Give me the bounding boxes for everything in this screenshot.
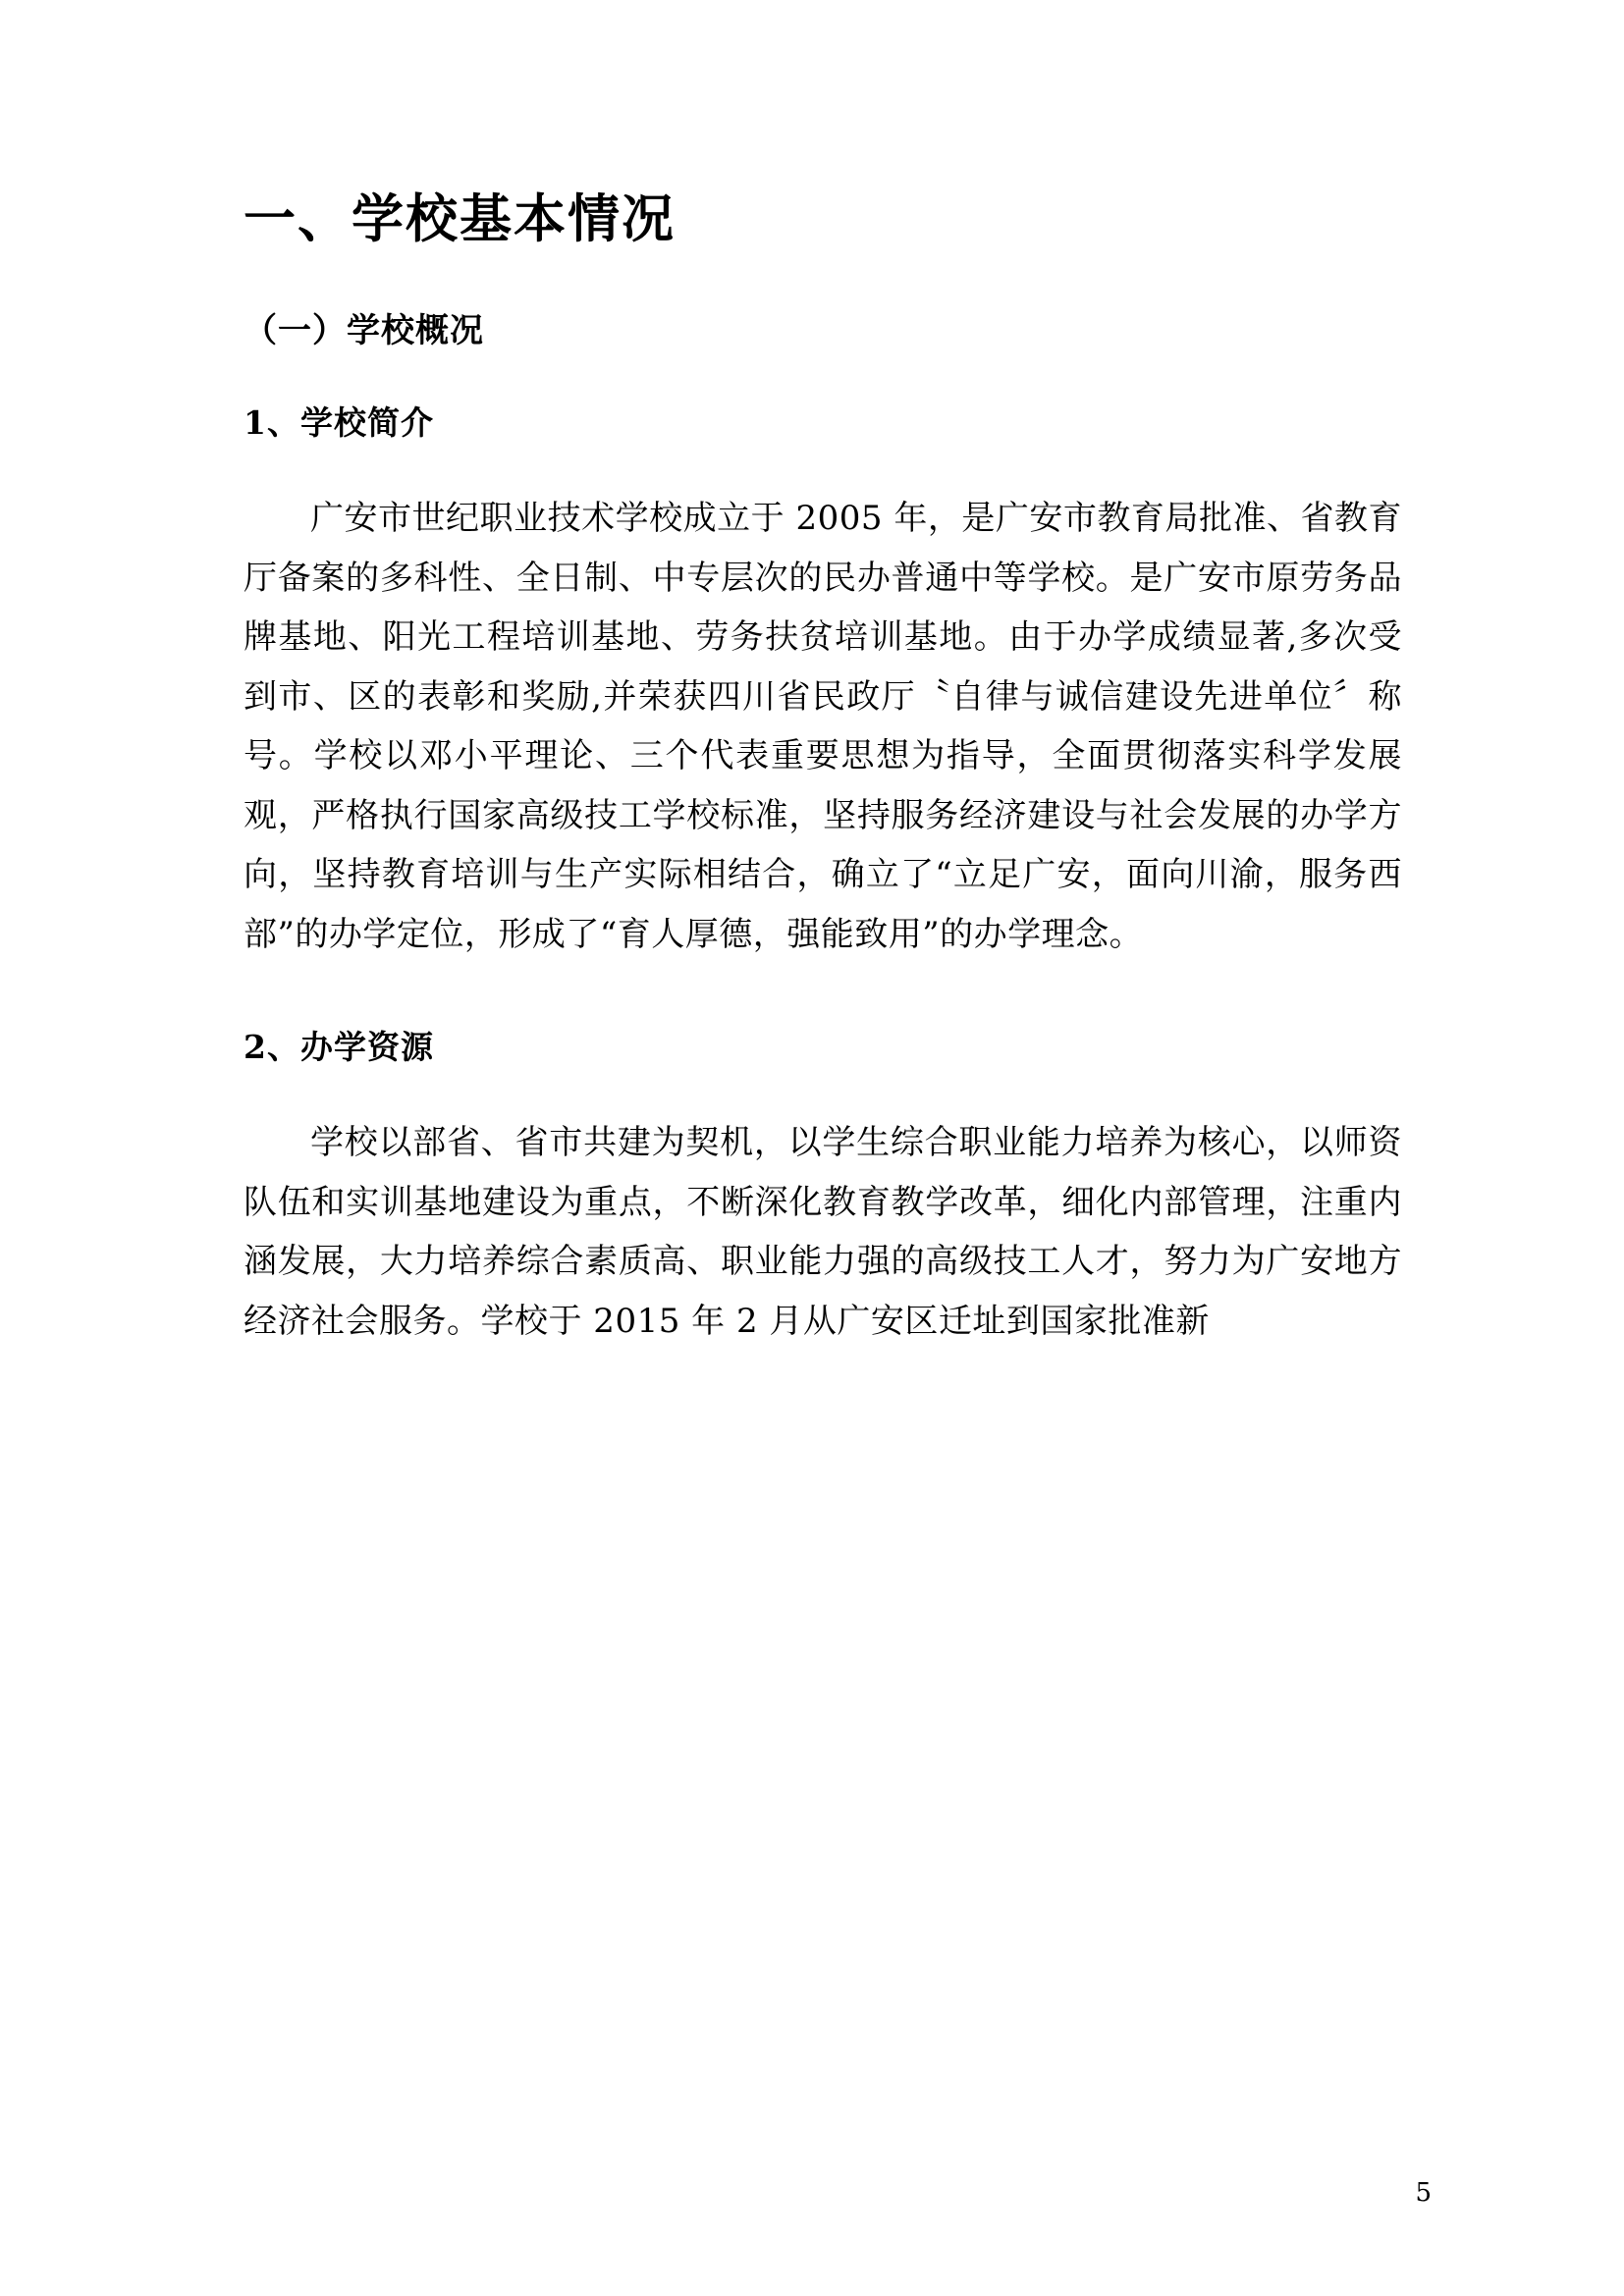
heading-school-resources: 2、办学资源 (244, 1028, 434, 1067)
page-content (244, 187, 1402, 1390)
page-number: 5 (1415, 2178, 1432, 2208)
heading-school-intro: 1、学校简介 (244, 402, 434, 442)
subsection-title: （一）学校概况 (244, 311, 484, 351)
paragraph-school-intro: 广安市世纪职业技术学校成立于 2005 年，是广安市教育局批准、省教育厅备案的多科性、全日制、中专层次的民办普通中等学校。是广安市原劳务品牌基地、阳光工程培训基地、劳务扶贫培训基地。由于办学成绩显著,多次受到市、区的表彰和奖励,并荣获四川省民政厅〝自律与诚信建设先进单位〞称号。学校以邓小平理论、三个代表重要思想为指导，全面贯彻落实科学发展观，严格执行国家高级技工学校标准，坚持服务经济建设与社会发展的办学方向，坚持教育培训与生产实际相结合，确立了“立足广安，面向川渝，服务西部”的办学定位，形成了“育人厚德，强能致用”的办学理念。 (244, 499, 1402, 954)
section-title: 一、学校基本情况 (244, 188, 676, 249)
paragraph-school-resources: 学校以部省、省市共建为契机，以学生综合职业能力培养为核心，以师资队伍和实训基地建设为重点，不断深化教育教学改革，细化内部管理，注重内涵发展，大力培养综合素质高、职业能力强的高级技工人才，努力为广安地方经济社会服务。学校于 2015 年 2 月从广安区迁址到国家批准新 (244, 1123, 1402, 1341)
